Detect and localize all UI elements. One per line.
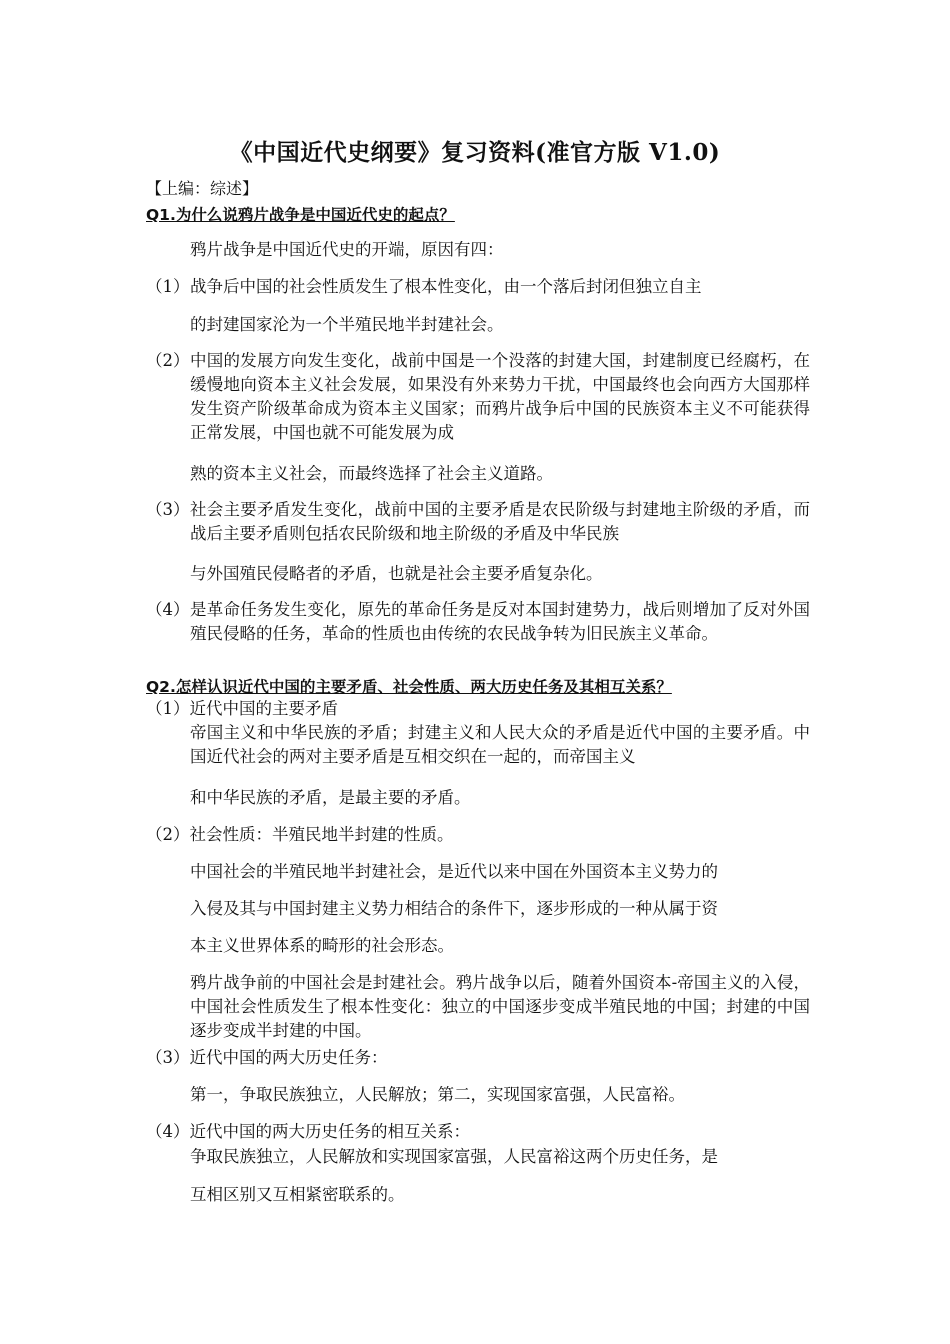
q2-item-4-text: 争取民族独立，人民解放和实现国家富强，人民富裕这两个历史任务，是 (190, 1147, 718, 1166)
question-2-heading: Q2.怎样认识近代中国的主要矛盾、社会性质、两大历史任务及其相互关系？ (146, 678, 672, 696)
q2-item-1-text: 帝国主义和中华民族的矛盾；封建主义和人民大众的矛盾是近代中国的主要矛盾。中国近代社会的两对主要矛盾是互相交织在一起的，而帝国主义 (190, 723, 810, 766)
q2-item-4-label: （4）近代中国的两大历史任务的相互关系： (146, 1122, 470, 1141)
q2-item-3-label: （3）近代中国的两大历史任务： (146, 1048, 388, 1067)
item-text: 战争后中国的社会性质发生了根本性变化，由一个落后封闭但独立自主 (190, 277, 702, 296)
question-1-heading: Q1.为什么说鸦片战争是中国近代史的起点？ (146, 206, 455, 224)
item-text: 社会主要矛盾发生变化，战前中国的主要矛盾是农民阶级与封建地主阶级的矛盾，而战后主要矛盾则包括农民阶级和地主阶级的矛盾及中华民族 (190, 500, 810, 543)
q2-item-2-para-1a: 中国社会的半殖民地半封建社会，是近代以来中国在外国资本主义势力的 (190, 862, 718, 881)
q1-item-2 (146, 349, 810, 442)
item-text: 是革命任务发生变化，原先的革命任务是反对本国封建势力，战后则增加了反对外国殖民侵略的任务，革命的性质也由传统的农民战争转为旧民族主义革命。 (190, 600, 810, 643)
q2-item-3-text: 第一，争取民族独立，人民解放；第二，实现国家富强，人民富裕。 (190, 1085, 685, 1104)
item-number: （2） (146, 351, 190, 370)
q2-item-2-para-1b: 入侵及其与中国封建主义势力相结合的条件下，逐步形成的一种从属于资 (190, 899, 718, 918)
q1-item-3-continuation: 与外国殖民侵略者的矛盾，也就是社会主要矛盾复杂化。 (190, 564, 603, 583)
q2-item-1-continuation: 和中华民族的矛盾，是最主要的矛盾。 (190, 788, 471, 807)
q2-item-1-label: （1）近代中国的主要矛盾 (146, 699, 338, 718)
section-label: 【上编：综述】 (146, 179, 259, 198)
document-title: 《中国近代史纲要》复习资料(准官方版 V1.0) (229, 139, 721, 166)
q1-item-1 (146, 275, 810, 299)
q1-item-1-continuation: 的封建国家沦为一个半殖民地半封建社会。 (190, 315, 504, 334)
q1-item-3 (146, 498, 810, 543)
q2-item-2-para-2: 鸦片战争前的中国社会是封建社会。鸦片战争以后，随着外国资本-帝国主义的入侵，中国社会性质发生了根本性变化：独立的中国逐步变成半殖民地的中国；封建的中国逐步变成半封建的中国。 (190, 973, 810, 1040)
item-number: （4） (146, 600, 190, 619)
q1-item-4 (146, 598, 810, 643)
q1-item-2-continuation: 熟的资本主义社会，而最终选择了社会主义道路。 (190, 464, 553, 483)
q2-item-4-continuation: 互相区别又互相紧密联系的。 (190, 1185, 405, 1204)
item-number: （1） (146, 277, 190, 296)
q2-item-2-label: （2）社会性质：半殖民地半封建的性质。 (146, 825, 454, 844)
q1-intro: 鸦片战争是中国近代史的开端，原因有四： (190, 240, 504, 259)
q2-item-2-para-1c: 本主义世界体系的畸形的社会形态。 (190, 936, 454, 955)
item-number: （3） (146, 500, 190, 519)
item-text: 中国的发展方向发生变化，战前中国是一个没落的封建大国，封建制度已经腐朽，在缓慢地向资本主义社会发展，如果没有外来势力干扰，中国最终也会向西方大国那样发生资产阶级革命成为资本主义国家；而鸦片战争后中国的民族资本主义不可能获得正常发展，中国也就不可能发展为成 (190, 351, 810, 442)
